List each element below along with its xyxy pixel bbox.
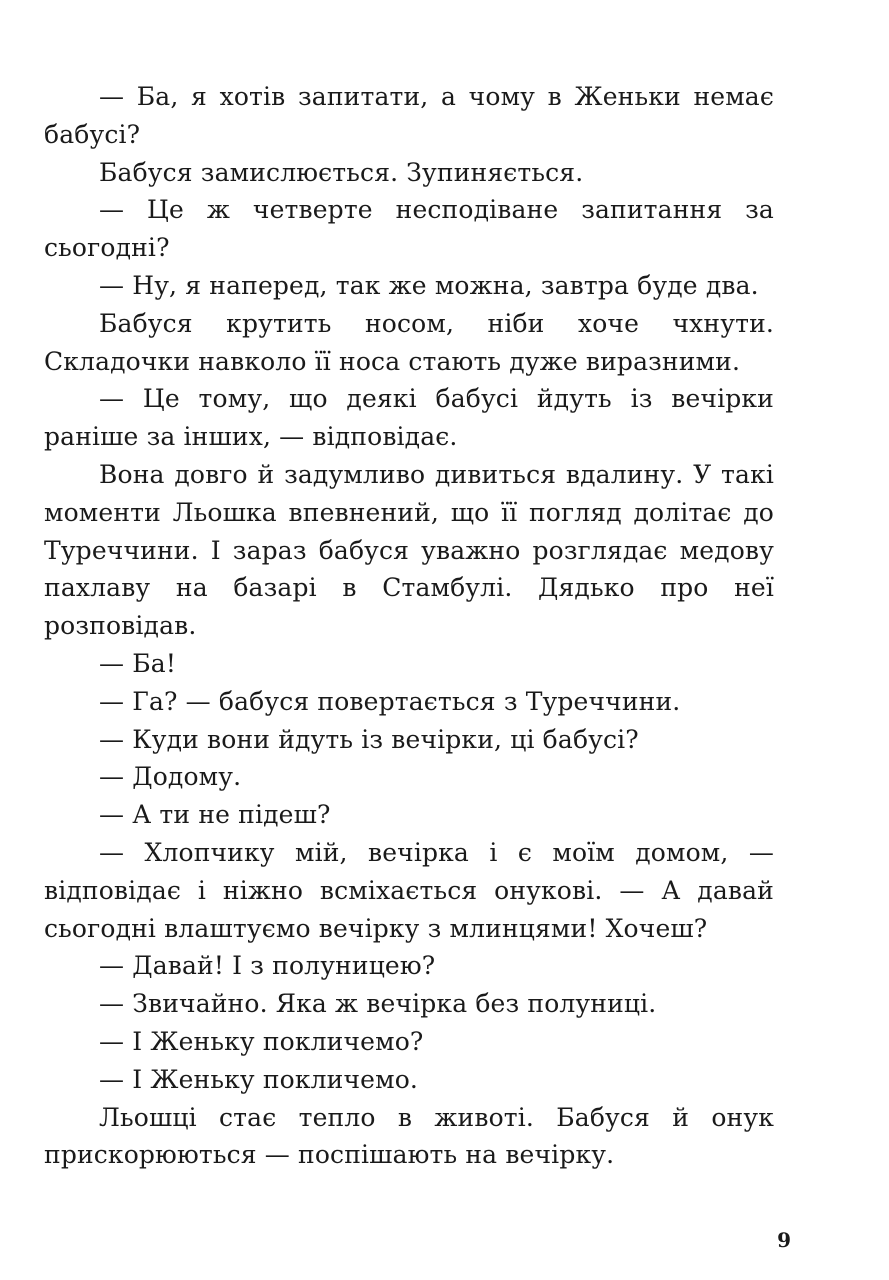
paragraph-6: — Це тому, що деякі бабусі йдуть із вечірки раніше за інших, — відповідає. (44, 384, 774, 452)
paragraph-9: — Га? — бабуся повертається з Туреччини. (99, 686, 681, 716)
paragraph-13: — Хлопчику мій, вечірка і є моїм домом, — відповідає і ніжно всміхається онукові. — А давай сьогодні влаштуємо вечірку з млинцями! Хочеш? (44, 837, 774, 943)
paragraph-8: — Ба! (99, 648, 177, 678)
paragraph-3: — Це ж четверте несподіване запитання за сьогодні? (44, 195, 774, 263)
paragraph-7: Вона довго й задумливо дивиться вдалину. У такі моменти Льошка впевнений, що її погляд долітає до Туреччини. І зараз бабуся уважно розглядає медову пахлаву на базарі в Стамбулі. Дядько про неї розповідав. (44, 459, 774, 641)
paragraph-1: — Ба, я хотів запитати, а чому в Женьки немає бабусі? (44, 82, 774, 149)
paragraph-10: — Куди вони йдуть із вечірки, ці бабусі? (99, 724, 639, 754)
paragraph-16: — І Женьку покличемо? (99, 1026, 424, 1056)
paragraph-18: Льошці стає тепло в животі. Бабуся й онук прискорюються — поспішають на вечірку. (44, 1102, 774, 1170)
paragraph-2: Бабуся замислюється. Зупиняється. (99, 157, 584, 187)
paragraph-5: Бабуся крутить носом, ніби хоче чхнути. Складочки навколо її носа стають дуже виразними. (44, 308, 774, 376)
page-number: 9 (777, 1228, 791, 1252)
paragraph-15: — Звичайно. Яка ж вечірка без полуниці. (99, 989, 657, 1019)
paragraph-12: — А ти не підеш? (99, 800, 331, 830)
paragraph-14: — Давай! І з полуницею? (99, 951, 436, 981)
paragraph-17: — І Женьку покличемо. (99, 1064, 419, 1094)
paragraph-4: — Ну, я наперед, так же можна, завтра буде два. (99, 270, 759, 300)
paragraph-11: — Додому. (99, 762, 242, 792)
page-text (44, 78, 774, 1174)
